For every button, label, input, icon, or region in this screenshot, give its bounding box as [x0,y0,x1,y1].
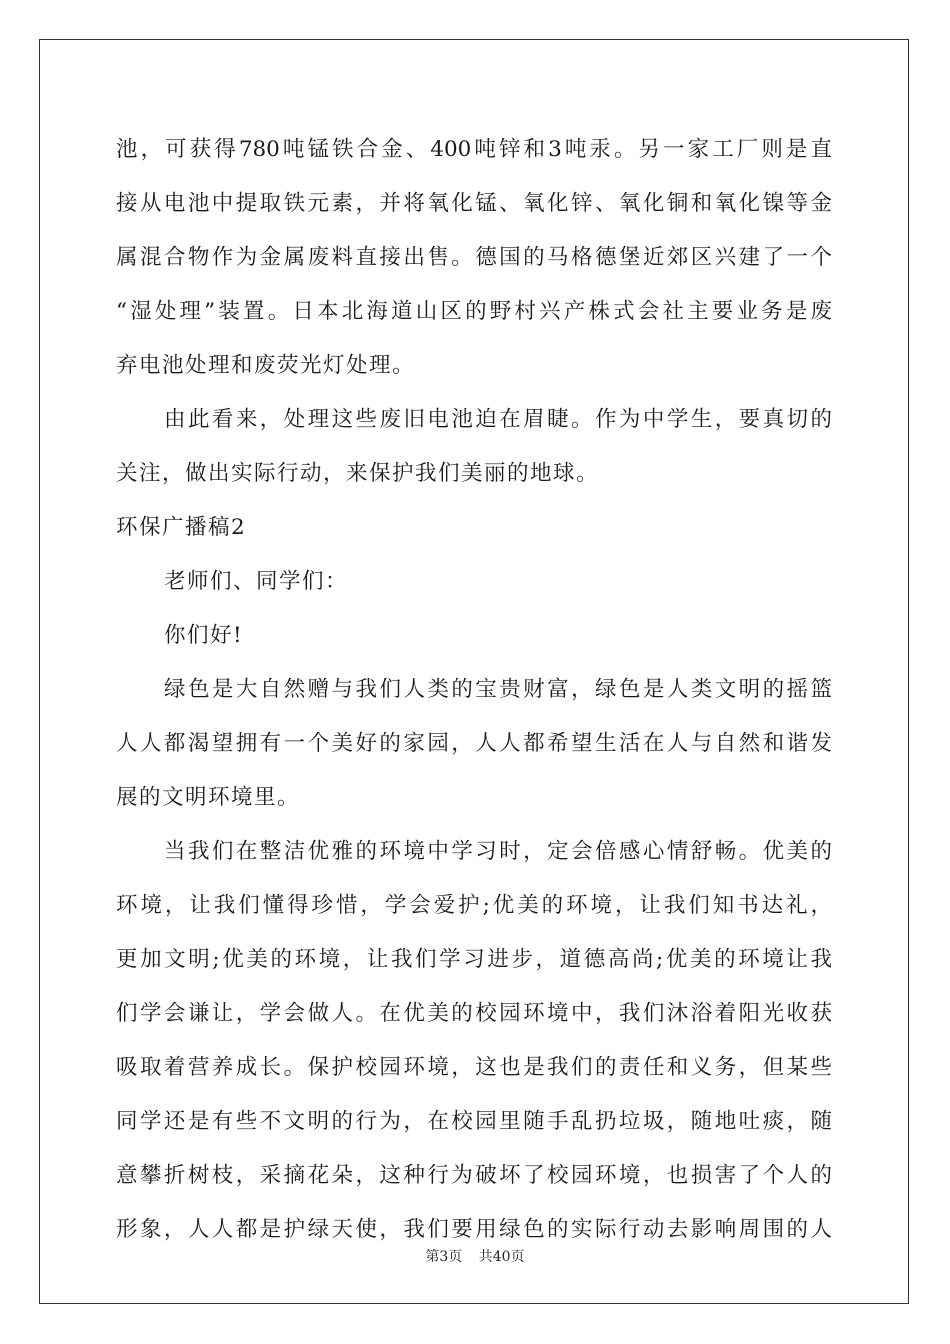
greeting-line: 你们好! [164,623,244,648]
greeting-line: 老师们、同学们： [164,569,349,594]
text-line: 意攀折树枝，采摘花朵，这种行为破坏了校园环境，也损害了个人的 [116,1163,832,1188]
page-total: 共40页 [478,1249,525,1265]
text-line: 更加文明;优美的环境，让我们学习进步，道德高尚;优美的环境让我 [116,947,832,972]
text-line: 关注，做出实际行动，来保护我们美丽的地球。 [116,461,600,486]
paragraph-start-line: 绿色是大自然赠与我们人类的宝贵财富，绿色是人类文明的摇篮 [164,677,832,702]
text-line: 同学还是有些不文明的行为，在校园里随手乱扔垃圾，随地吐痰，随 [116,1109,832,1134]
text-line: 们学会谦让，学会做人。在优美的校园环境中，我们沐浴着阳光收获 [116,1001,832,1026]
text-line: 池，可获得780吨锰铁合金、400吨锌和3吨汞。另一家工厂则是直 [116,137,832,162]
text-line: 属混合物作为金属废料直接出售。德国的马格德堡近郊区兴建了一个 [116,245,832,270]
text-line: “湿处理”装置。日本北海道山区的野村兴产株式会社主要业务是废 [116,299,832,324]
text-line: 接从电池中提取铁元素，并将氧化锰、氧化锌、氧化铜和氧化镍等金 [116,191,832,216]
page-number: 第3页 [425,1249,463,1265]
section-heading: 环保广播稿2 [116,515,247,540]
text-line: 展的文明环境里。 [116,785,301,810]
text-line: 环境，让我们懂得珍惜，学会爱护;优美的环境，让我们知书达礼， [116,893,832,918]
document-body [116,130,832,1264]
page-footer [0,1246,950,1266]
text-line: 吸取着营养成长。保护校园环境，这也是我们的责任和义务，但某些 [116,1055,832,1080]
text-line: 弃电池处理和废荧光灯处理。 [116,353,416,378]
paragraph-start-line: 当我们在整洁优雅的环境中学习时，定会倍感心情舒畅。优美的 [164,839,832,864]
text-line: 形象，人人都是护绿天使，我们要用绿色的实际行动去影响周围的人 [116,1217,832,1242]
paragraph-start-line: 由此看来，处理这些废旧电池迫在眉睫。作为中学生，要真切的 [164,407,832,432]
text-line: 人人都渴望拥有一个美好的家园，人人都希望生活在人与自然和谐发 [116,731,832,756]
